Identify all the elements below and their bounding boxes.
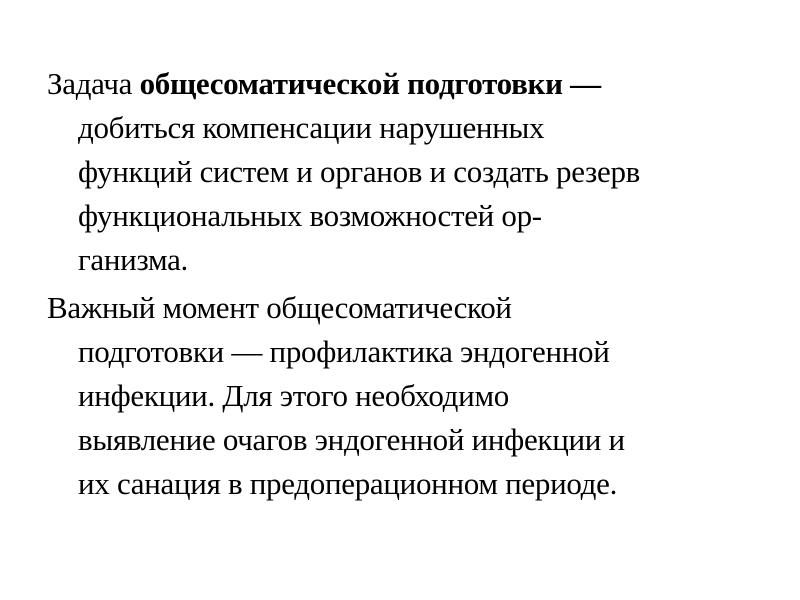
paragraph-2-line-2: подготовки — профилактика эндогенной	[78, 334, 610, 369]
task-lead-text: Задача	[47, 66, 140, 101]
paragraph-1-line-1	[47, 62, 747, 106]
task-bold-term: общесоматической подготовки —	[139, 66, 601, 101]
paragraph-2-line-1: Важный момент общесоматической	[47, 290, 512, 325]
paragraph-2-line-5: их санация в предоперационном периоде.	[78, 466, 618, 501]
paragraph-1-line-5: ганизма.	[78, 242, 188, 277]
paragraph-2-line-4: выявление очагов эндогенной инфекции и	[78, 422, 625, 457]
paragraph-endogenous-infection	[47, 286, 747, 506]
paragraph-2-line-3: инфекции. Для этого необходимо	[78, 378, 509, 413]
slide-body	[47, 62, 747, 506]
paragraph-1-line-4: функциональных возможностей ор-	[78, 198, 542, 233]
paragraph-1-line-2: добиться компенсации нарушенных	[78, 110, 545, 145]
paragraph-obshchesomatic-task	[47, 62, 747, 282]
paragraph-1-line-3: функций систем и органов и создать резерв	[78, 154, 640, 189]
